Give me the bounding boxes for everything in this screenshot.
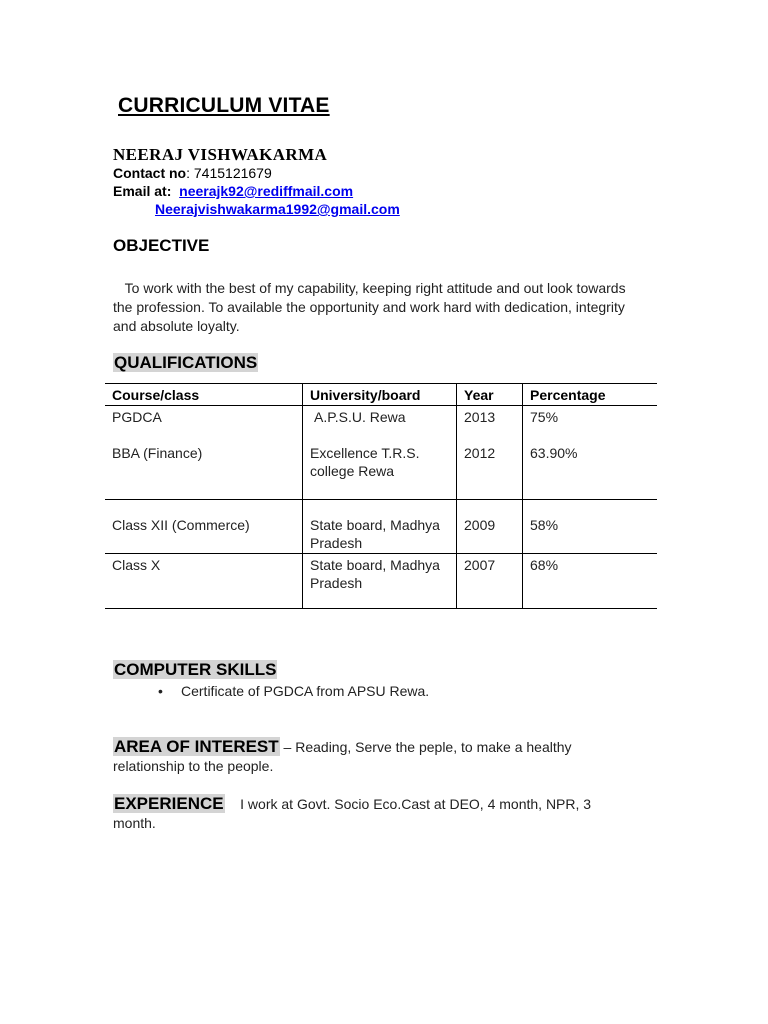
qualifications-table	[105, 383, 657, 609]
cell-percentage: 58%	[523, 500, 658, 554]
cell-university: State board, Madhya Pradesh	[303, 554, 457, 609]
table-row	[105, 427, 657, 500]
cell-university: State board, Madhya Pradesh	[303, 500, 457, 554]
email-line	[113, 183, 353, 199]
cell-year: 2012	[457, 427, 523, 500]
table-row	[105, 500, 657, 554]
experience-text: I work at Govt. Socio Eco.Cast at DEO, 4 month, NPR, 3 month.	[113, 796, 592, 831]
objective-text-body: To work with the best of my capability, keeping right attitude and out look towards the profession. To available the opportunity and work hard with dedication, integrity and absolute loyalty.	[113, 280, 626, 334]
area-of-interest-heading: AREA OF INTEREST	[114, 737, 279, 756]
table-row	[105, 554, 657, 609]
email-line-secondary	[155, 201, 400, 217]
cell-course: PGDCA	[112, 409, 162, 425]
contact-number: : 7415121679	[186, 165, 272, 181]
cell-percentage: 75%	[523, 406, 658, 428]
column-header-year: Year	[457, 384, 523, 406]
candidate-name: NEERAJ VISHWAKARMA	[113, 145, 328, 164]
email-link-rediffmail[interactable]: neerajk92@rediffmail.com	[179, 183, 354, 199]
cell-university: Excellence T.R.S. college Rewa	[303, 427, 457, 500]
cell-course: Class X	[105, 554, 303, 609]
computer-skills-heading	[113, 660, 277, 680]
qualifications-heading	[113, 353, 258, 373]
table-header-row	[105, 384, 657, 406]
list-item	[158, 683, 429, 699]
experience-section	[113, 794, 633, 833]
area-of-interest-text: – Reading, Serve the peple, to make a healthy relationship to the people.	[113, 739, 572, 774]
contact-line	[113, 165, 272, 181]
experience-heading: EXPERIENCE	[114, 794, 224, 813]
cell-year: 2009	[457, 500, 523, 554]
column-header-university: University/board	[303, 384, 457, 406]
objective-heading: OBJECTIVE	[113, 236, 210, 255]
skill-text: Certificate of PGDCA from APSU Rewa.	[181, 683, 430, 699]
cell-course: BBA (Finance)	[105, 427, 303, 500]
area-of-interest-section	[113, 737, 633, 776]
bullet-icon: •	[158, 683, 163, 699]
contact-label: Contact no	[113, 165, 187, 181]
qualifications-heading-label: QUALIFICATIONS	[114, 353, 258, 372]
column-header-course: Course/class	[105, 384, 303, 406]
document-title: CURRICULUM VITAE	[118, 94, 330, 117]
column-header-percentage: Percentage	[523, 384, 658, 406]
cell-year: 2013	[457, 406, 523, 428]
computer-skills-heading-label: COMPUTER SKILLS	[114, 660, 277, 679]
objective-text	[113, 279, 633, 336]
email-link-gmail[interactable]: Neerajvishwakarma1992@gmail.com	[155, 201, 400, 217]
cell-percentage: 63.90%	[523, 427, 658, 500]
cell-course: Class XII (Commerce)	[105, 500, 303, 554]
email-label: Email at:	[113, 183, 172, 199]
table-row	[105, 406, 657, 428]
cell-percentage: 68%	[523, 554, 658, 609]
cell-year: 2007	[457, 554, 523, 609]
cell-university: A.P.S.U. Rewa	[303, 406, 457, 428]
